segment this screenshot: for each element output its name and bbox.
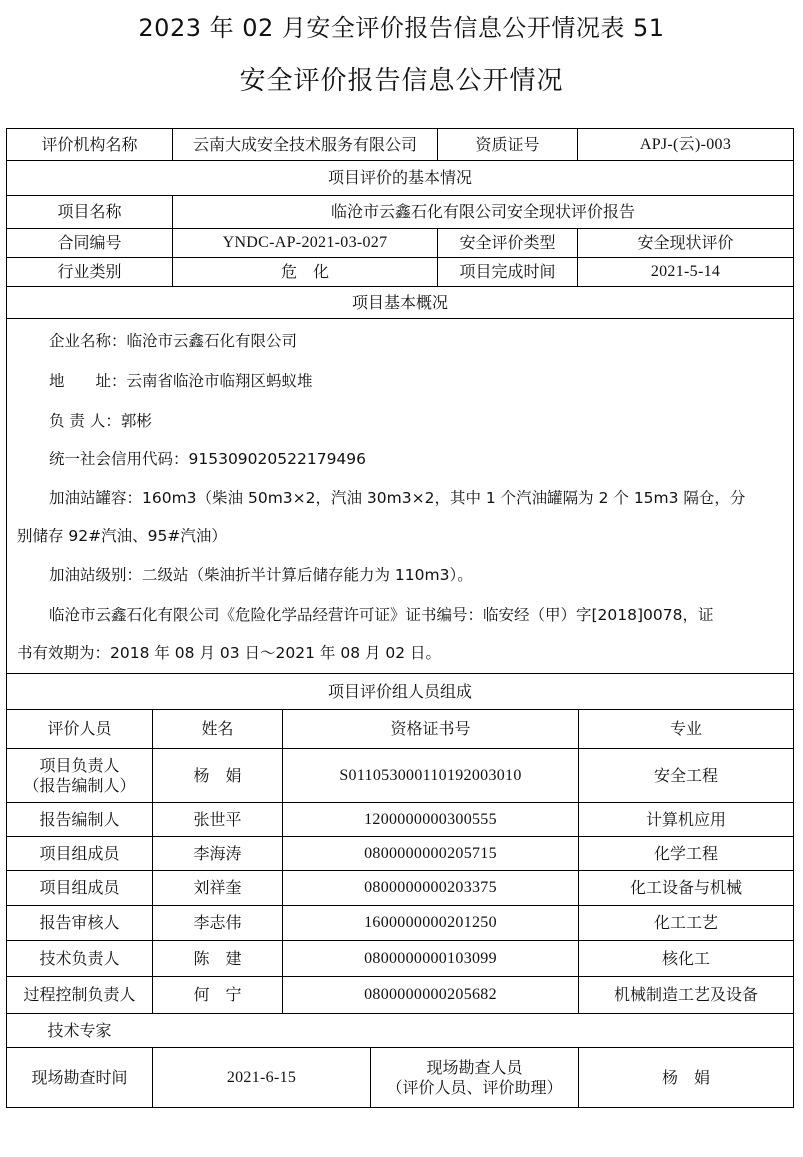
team-role xyxy=(7,749,152,802)
team-cert: 0800000000205715 xyxy=(282,837,578,870)
org-row xyxy=(6,128,794,161)
team-name: 李海涛 xyxy=(152,837,282,870)
team-name: 陈 建 xyxy=(152,941,282,976)
team-row xyxy=(6,802,794,837)
team-cert: S011053000110192003010 xyxy=(282,749,578,802)
expert-row xyxy=(6,1013,794,1048)
team-major: 化学工程 xyxy=(578,837,793,870)
survey-staff-label-line-1: 现场勘查人员 xyxy=(426,1057,523,1077)
team-major: 安全工程 xyxy=(578,749,793,802)
team-major: 机械制造工艺及设备 xyxy=(578,977,793,1013)
cert-value: APJ-(云)-003 xyxy=(577,129,793,160)
team-role: 项目组成员 xyxy=(39,878,120,897)
team-cert: 0800000000103099 xyxy=(282,941,578,976)
survey-staff-label-line-2: （评价人员、评价助理） xyxy=(386,1077,563,1097)
team-row xyxy=(6,748,794,803)
survey-staff-value: 杨 娟 xyxy=(578,1048,793,1107)
org-label: 评价机构名称 xyxy=(41,134,138,154)
overview-company: 企业名称：临沧市云鑫石化有限公司 xyxy=(49,332,298,350)
eval-type-value: 安全现状评价 xyxy=(577,229,793,257)
team-section-title: 项目评价组人员组成 xyxy=(327,681,472,701)
team-row xyxy=(6,976,794,1014)
project-name-value: 临沧市云鑫石化有限公司安全现状评价报告 xyxy=(172,196,793,228)
team-col-cert: 资格证书号 xyxy=(282,710,578,748)
team-name: 张世平 xyxy=(152,803,282,836)
survey-staff-label xyxy=(370,1048,578,1107)
overview-license-line-1: 临沧市云鑫石化有限公司《危险化学品经营许可证》证书编号：临安经（甲）字[2018]0078，证 xyxy=(49,606,714,624)
team-section-header xyxy=(6,673,794,710)
team-role: 项目组成员 xyxy=(39,843,120,863)
team-major: 计算机应用 xyxy=(578,803,793,836)
eval-type-label: 安全评价类型 xyxy=(437,229,577,257)
team-major: 核化工 xyxy=(578,941,793,976)
team-major: 化工设备与机械 xyxy=(578,871,793,905)
contract-label: 合同编号 xyxy=(57,233,122,252)
document-subtitle: 安全评价报告信息公开情况 xyxy=(239,66,564,96)
survey-time-value: 2021-6-15 xyxy=(152,1048,370,1107)
expert-label: 技术专家 xyxy=(47,1020,112,1040)
team-header-row xyxy=(6,709,794,749)
team-col-name: 姓名 xyxy=(152,710,282,748)
overview-credit-code: 统一社会信用代码：915309020522179496 xyxy=(49,450,367,468)
team-role-line-2: （报告编制人） xyxy=(23,775,136,795)
team-role-line-1: 项目负责人 xyxy=(39,755,120,775)
team-name: 何 宁 xyxy=(152,977,282,1013)
completion-label: 项目完成时间 xyxy=(437,258,577,286)
overview-person: 负 责 人：郭彬 xyxy=(49,412,152,430)
completion-value: 2021-5-14 xyxy=(577,258,793,286)
expert-value xyxy=(152,1014,793,1047)
team-cert: 1600000000201250 xyxy=(282,906,578,940)
team-role: 技术负责人 xyxy=(39,948,120,968)
project-name-label: 项目名称 xyxy=(57,202,122,221)
team-row xyxy=(6,870,794,906)
team-cert: 0800000000205682 xyxy=(282,977,578,1013)
team-cert: 1200000000300555 xyxy=(282,803,578,836)
overview-section-title: 项目基本概况 xyxy=(351,292,448,312)
team-row xyxy=(6,836,794,871)
project-name-row xyxy=(6,195,794,229)
team-name: 刘祥奎 xyxy=(152,871,282,905)
team-row xyxy=(6,905,794,941)
contract-row xyxy=(6,228,794,258)
team-cert: 0800000000203375 xyxy=(282,871,578,905)
org-value: 云南大成安全技术服务有限公司 xyxy=(172,129,437,160)
team-name: 杨 娟 xyxy=(152,749,282,802)
basic-section-header xyxy=(6,160,794,196)
overview-body xyxy=(6,318,794,674)
team-role: 报告编制人 xyxy=(39,809,120,829)
contract-value: YNDC-AP-2021-03-027 xyxy=(172,229,437,257)
team-role: 过程控制负责人 xyxy=(23,985,136,1004)
industry-label: 行业类别 xyxy=(57,262,122,281)
survey-row xyxy=(6,1047,794,1108)
document-title: 2023 年 02 月安全评价报告信息公开情况表 51 xyxy=(138,14,665,42)
overview-address: 地 址：云南省临沧市临翔区蚂蚁堆 xyxy=(49,372,313,390)
team-col-major: 专业 xyxy=(578,710,793,748)
overview-section-header xyxy=(6,286,794,319)
overview-tank-line-1: 加油站罐容：160m3（柴油 50m3×2，汽油 30m3×2，其中 1 个汽油罐隔为 2 个 15m3 隔仓，分 xyxy=(49,489,746,507)
team-major: 化工工艺 xyxy=(578,906,793,940)
overview-tank-line-2: 别储存 92#汽油、95#汽油） xyxy=(17,527,227,545)
team-role: 报告审核人 xyxy=(39,913,120,932)
survey-time-label: 现场勘查时间 xyxy=(31,1067,128,1087)
team-col-role: 评价人员 xyxy=(47,719,112,738)
team-name: 李志伟 xyxy=(152,906,282,940)
overview-license-line-2: 书有效期为：2018 年 08 月 03 日～2021 年 08 月 02 日。 xyxy=(17,644,442,662)
cert-label: 资质证号 xyxy=(437,129,577,160)
overview-station-level: 加油站级别：二级站（柴油折半计算后储存能力为 110m3）。 xyxy=(49,566,473,584)
basic-section-title: 项目评价的基本情况 xyxy=(327,168,472,187)
industry-row xyxy=(6,257,794,287)
industry-value: 危 化 xyxy=(172,258,437,286)
team-row xyxy=(6,940,794,977)
